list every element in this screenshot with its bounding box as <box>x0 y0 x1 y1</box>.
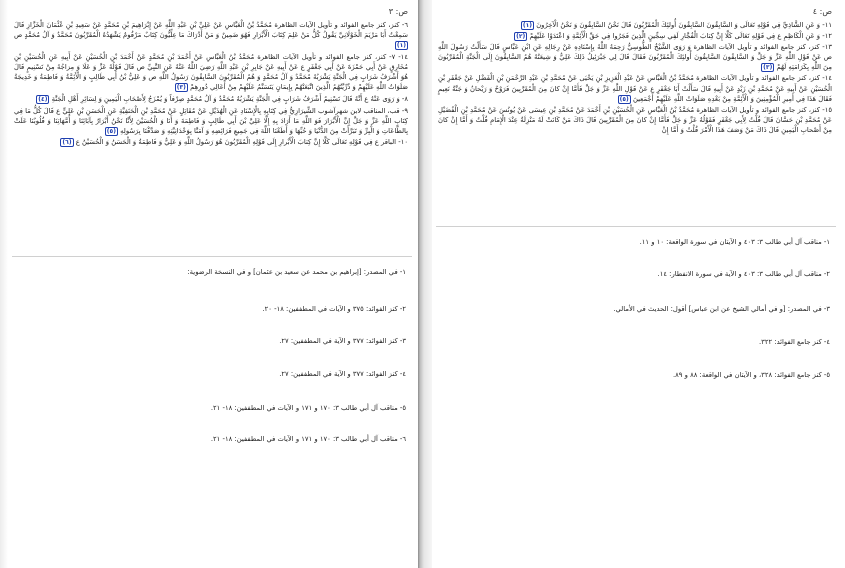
footnote-ref-link[interactable]: (٣) <box>176 84 186 92</box>
hadith-body <box>14 20 408 149</box>
footnote-separator <box>12 256 412 257</box>
hadith-paragraph: ١٣- كنز، كنز جامع الفوائد و تأويل الآيات الظاهرة وَ رَوَى الشَّيْخُ الطُّوسِيُّ رَحِمَهُ اللَّهُ بِإِسْنَادِهِ عَنْ رِجَالِهِ عَنِ ابْنِ عَبَّاسٍ قَالَ سَأَلْتُ رَسُولَ اللَّهِ ص عَنْ قَوْلِ اللَّهِ عَزَّ وَ جَلَّ وَ السَّابِقُونَ السَّابِقُونَ أُولئِكَ الْمُقَرَّبُونَ فَقَالَ قَالَ لِي جَبْرَئِيلُ ذَلِكَ عَلِيٌّ وَ شِيعَتُهُ هُمُ السَّابِقُونَ إِلَى الْجَنَّةِ الْمُقَرَّبُونَ مِنَ اللَّهِ بِكَرَامَتِهِ لَهُمْ (٣) <box>438 43 832 72</box>
footnote: ١- في المصدر: [إبراهيم بن محمد عن سعيد بن عثمان] و في النسخة الرضوية: <box>187 268 406 276</box>
footnote: ١- مناقب آل أبي طالب ٣: ٤٠٣ و الآيتان في سورة الواقعة: ١٠ و ١١. <box>639 238 830 246</box>
page-edge-shadow <box>0 0 8 568</box>
footnote: ٢- كنز الفوائد: ٣٧٥ و الآيات في المطففين: ١٨- ٢٠. <box>262 305 406 313</box>
footnote-ref-link[interactable]: (٦) <box>62 139 72 147</box>
hadith-paragraph: ١٢- وَ عَنِ الْكَاظِمِ ع فِي قَوْلِهِ تَعَالَى كَلَّا إِنَّ كِتابَ الْفُجَّارِ لَفِي سِجِّينٍ الَّذِينَ فَجَرُوا فِي حَقِّ الْأَئِمَّةِ وَ اعْتَدَوْا عَلَيْهِمْ (٢) <box>516 32 832 41</box>
footnote-ref-link[interactable]: (١) <box>522 22 533 29</box>
book-page-3 <box>8 0 418 568</box>
footnote-ref-link[interactable]: (١) <box>396 42 406 50</box>
hadith-paragraph: ٩- قب، المناقب لابن شهرآشوب الشِّيرَازِيُّ فِي كِتَابِهِ بِالْإِسْنَادِ عَنِ الْهُذَيْلِ عَنْ مُقَاتِلٍ عَنْ مُحَمَّدِ بْنِ الْحَنَفِيَّةِ عَنِ الْحَسَنِ بْنِ عَلِيٍّ ع قَالَ كُلُّ مَا فِي كِتَابِ اللَّهِ عَزَّ وَ جَلَّ إِنَّ الْأَبْرَارَ فَوَ اللَّهِ مَا أَرَادَ بِهِ إِلَّا عَلِيَّ بْنَ أَبِي طَالِبٍ وَ فَاطِمَةَ وَ أَنَا وَ الْحُسَيْنَ لِأَنَّا نَحْنُ أَبْرَارٌ بِآبَائِنَا وَ أُمَّهَاتِنَا وَ قُلُوبُنَا عَلَتْ بِالطَّاعَاتِ وَ الْبِرِّ وَ تَبَرَّأَتْ مِنَ الدُّنْيَا وَ حُبِّهَا وَ أَطَعْنَا اللَّهَ فِي جَمِيعِ فَرَائِضِهِ وَ آمَنَّا بِوَحْدَانِيَّتِهِ وَ صَدَّقْنَا بِرَسُولِهِ (٥) <box>14 106 408 135</box>
hadith-paragraph: ٨- وَ رَوَى عَنْهُ ع أَنَّهُ قَالَ تَسْنِيمٌ أَشْرَفُ شَرَابٍ فِي الْجَنَّةِ يَشْرَبُهُ مُحَمَّدٌ وَ آلُ مُحَمَّدٍ صِرْفاً وَ يُمْزَجُ لِأَصْحَابِ الْيَمِينِ وَ لِسَائِرِ أَهْلِ الْجَنَّةِ (٤) <box>38 94 408 103</box>
hadith-paragraph: ٦- كنز، كنز جامع الفوائد و تأويل الآيات الظاهرة مُحَمَّدُ بْنُ الْعَبَّاسِ عَنْ عَلِيِّ بْنِ عَبْدِ اللَّهِ عَنْ إِبْرَاهِيمَ بْنِ مُحَمَّدٍ عَنْ سَعِيدِ بْنِ عُثْمَانَ الْخَزَّازِ قَالَ سَمِعْتُ أَبَا مَرْيَمَ الْخَوْلَانِيَّ يَقُولُ كُلُّ مَنْ عَلِمَ كِتَابَ الْأَبْرَارِ فَهُوَ ضَمِينٌ وَ مَنْ أَدْرَاكَ مَا عِلِّيُّونَ كِتَابٌ مَرْقُومٌ يَشْهَدُهُ الْمُقَرَّبُونَ مُحَمَّدٌ وَ آلُ مُحَمَّدٍ ص (١) <box>14 21 408 50</box>
book-page-4 <box>432 0 842 568</box>
footnote: ٤- كنز الفوائد: ٣٧٧ و الآية في المطففين: ٢٧. <box>279 370 406 378</box>
footnote: ٥- كنز جامع الفوائد: ٣٢٨، و الآيتان في الواقعة: ٨٨ و ٨٩. <box>672 371 830 379</box>
hadith-paragraph: ١٠- الباقر ع فِي قَوْلِهِ تَعَالَى كَلَّا إِنَّ كِتابَ الْأَبْرارِ إِلَى قَوْلِهِ الْمُقَرَّبُونَ هُوَ رَسُولُ اللَّهِ وَ عَلِيٌّ وَ فَاطِمَةُ وَ الْحَسَنُ وَ الْحُسَيْنُ ع (٦) <box>62 138 408 147</box>
footnote: ٥- مناقب آل أبي طالب ٣: ١٧٠ و ١٧١ و الآيات في المطففين: ١٨- ٢١. <box>210 404 406 412</box>
footnote-ref-link[interactable]: (٥) <box>106 127 116 135</box>
hadith-paragraph: ١٤- ٧- كنز، كنز جامع الفوائد و تأويل الآيات الظاهرة مُحَمَّدُ بْنُ الْعَبَّاسِ عَنْ أَحْمَدَ بْنِ مُحَمَّدٍ عَنْ أَحْمَدَ بْنِ الْحُسَيْنِ عَنْ أَبِيهِ عَنِ الْحُسَيْنِ بْنِ مُخَارِقٍ عَنْ أَبِي حَمْزَةَ عَنْ أَبِي جَعْفَرٍ ع عَنْ أَبِيهِ عَنْ جَابِرِ بْنِ عَبْدِ اللَّهِ رَضِيَ اللَّهُ عَنْهُ عَنِ النَّبِيِّ ص قَالَ قَوْلُهُ عَزَّ وَ عَلَا وَ مِزاجُهُ مِنْ تَسْنِيمٍ قَالَ هُوَ أَشْرَفُ شَرَابٍ فِي الْجَنَّةِ يَشْرَبُهُ مُحَمَّدٌ وَ آلُ مُحَمَّدٍ وَ هُمُ الْمُقَرَّبُونَ السَّابِقُونَ رَسُولُ اللَّهِ ص وَ عَلِيُّ بْنُ أَبِي طَالِبٍ وَ الْأَئِمَّةُ وَ فَاطِمَةُ وَ خَدِيجَةُ صَلَوَاتُ اللَّهِ عَلَيْهِمْ وَ ذُرِّيَّتُهُمُ الَّذِينَ اتَّبَعَتْهُمْ بِإِيمَانٍ يَتَسَنَّمُ عَلَيْهِمْ مِنْ أَعَالِي دُورِهِمْ (٣) <box>14 52 408 92</box>
page-number: ص: ٣ <box>388 7 408 16</box>
footnote: ٢- مناقب آل أبي طالب ٣: ٤٠٣ و الآية في سورة الانفطار: ١٤. <box>657 270 830 278</box>
hadith-paragraph: ١٥- كنز، كنز جامع الفوائد و تأويل الآيات الظاهرة مُحَمَّدُ بْنُ الْعَبَّاسِ عَنِ الْحُسَيْنِ بْنِ أَحْمَدَ عَنْ مُحَمَّدِ بْنِ عِيسَى عَنْ يُونُسَ عَنْ مُحَمَّدِ بْنِ الْفُضَيْلِ عَنْ مُحَمَّدِ بْنِ حَسَّانَ قَالَ قُلْتُ لِأَبِي جَعْفَرٍ فَقَوْلُهُ عَزَّ وَ جَلَّ فَأَمَّا إِنْ كانَ مِنَ الْمُقَرَّبِينَ قَالَ ذَاكَ مَنْ كَانَتْ لَهُ مَنْزِلَةٌ عِنْدَ الْإِمَامِ قُلْتُ وَ أَمَّا إِنْ كانَ مِنْ أَصْحابِ الْيَمِينِ قَالَ ذَاكَ مَنْ وَصَفَ هَذَا الْأَمْرَ قُلْتُ وَ أَمَّا إِنْ <box>438 105 832 134</box>
footnote-ref-link[interactable]: (٥) <box>619 95 629 103</box>
footnote-ref-link[interactable]: (٣) <box>763 64 773 72</box>
hadith-paragraph: ١١- وَ عَنِ الشَّاذِيِّ فِي قَوْلِهِ تَعَالَى وَ السَّابِقُونَ السَّابِقُونَ أُولئِكَ الْمُقَرَّبُونَ قَالَ نَحْنُ السَّابِقُونَ وَ نَحْنُ الْآخِرُونَ (١) <box>522 21 832 29</box>
hadith-paragraph: ١٤- كنز، كنز جامع الفوائد و تأويل الآيات الظاهرة مُحَمَّدُ بْنُ الْعَبَّاسِ عَنْ عَبْدِ الْعَزِيزِ بْنِ يَحْيَى عَنْ مُحَمَّدِ بْنِ عَبْدِ الرَّحْمَنِ بْنِ الْفَضْلِ عَنْ جَعْفَرِ بْنِ الْحُسَيْنِ عَنْ أَبِيهِ عَنْ مُحَمَّدِ بْنِ زَيْدٍ عَنْ أَبِيهِ قَالَ سَأَلْتُ أَبَا جَعْفَرٍ ع عَنْ قَوْلِ اللَّهِ عَزَّ وَ جَلَّ فَأَمَّا إِنْ كانَ مِنَ الْمُقَرَّبِينَ فَرَوْحٌ وَ رَيْحانٌ وَ جَنَّةُ نَعِيمٍ فَقَالَ هَذَا فِي أَمِيرِ الْمُؤْمِنِينَ وَ الْأَئِمَّةِ مِنْ بَعْدِهِ صَلَوَاتُ اللَّهِ عَلَيْهِمْ أَجْمَعِينَ (٥) <box>438 74 832 103</box>
book-gutter <box>418 0 432 568</box>
hadith-body <box>438 20 832 135</box>
footnote: ٦- مناقب آل أبي طالب ٣: ١٧٠ و ١٧١ و الآيات في المطففين: ١٨- ٢١. <box>210 435 406 443</box>
page-number: ص: ٤ <box>812 7 832 16</box>
footnote: ٣- في المصدر: [و في أمالي الشيخ عن ابن عباس] أقول: الحديث في الأمالي. <box>613 305 830 313</box>
footnote-separator <box>436 226 836 227</box>
footnote: ٣- كنز الفوائد: ٣٧٧ و الآية في المطففين: ٢٧. <box>279 337 406 345</box>
footnote: ٤- كنز جامع الفوائد: ٣٢٢. <box>759 338 830 346</box>
footnote-ref-link[interactable]: (٢) <box>516 33 526 41</box>
footnote-ref-link[interactable]: (٤) <box>38 95 48 103</box>
